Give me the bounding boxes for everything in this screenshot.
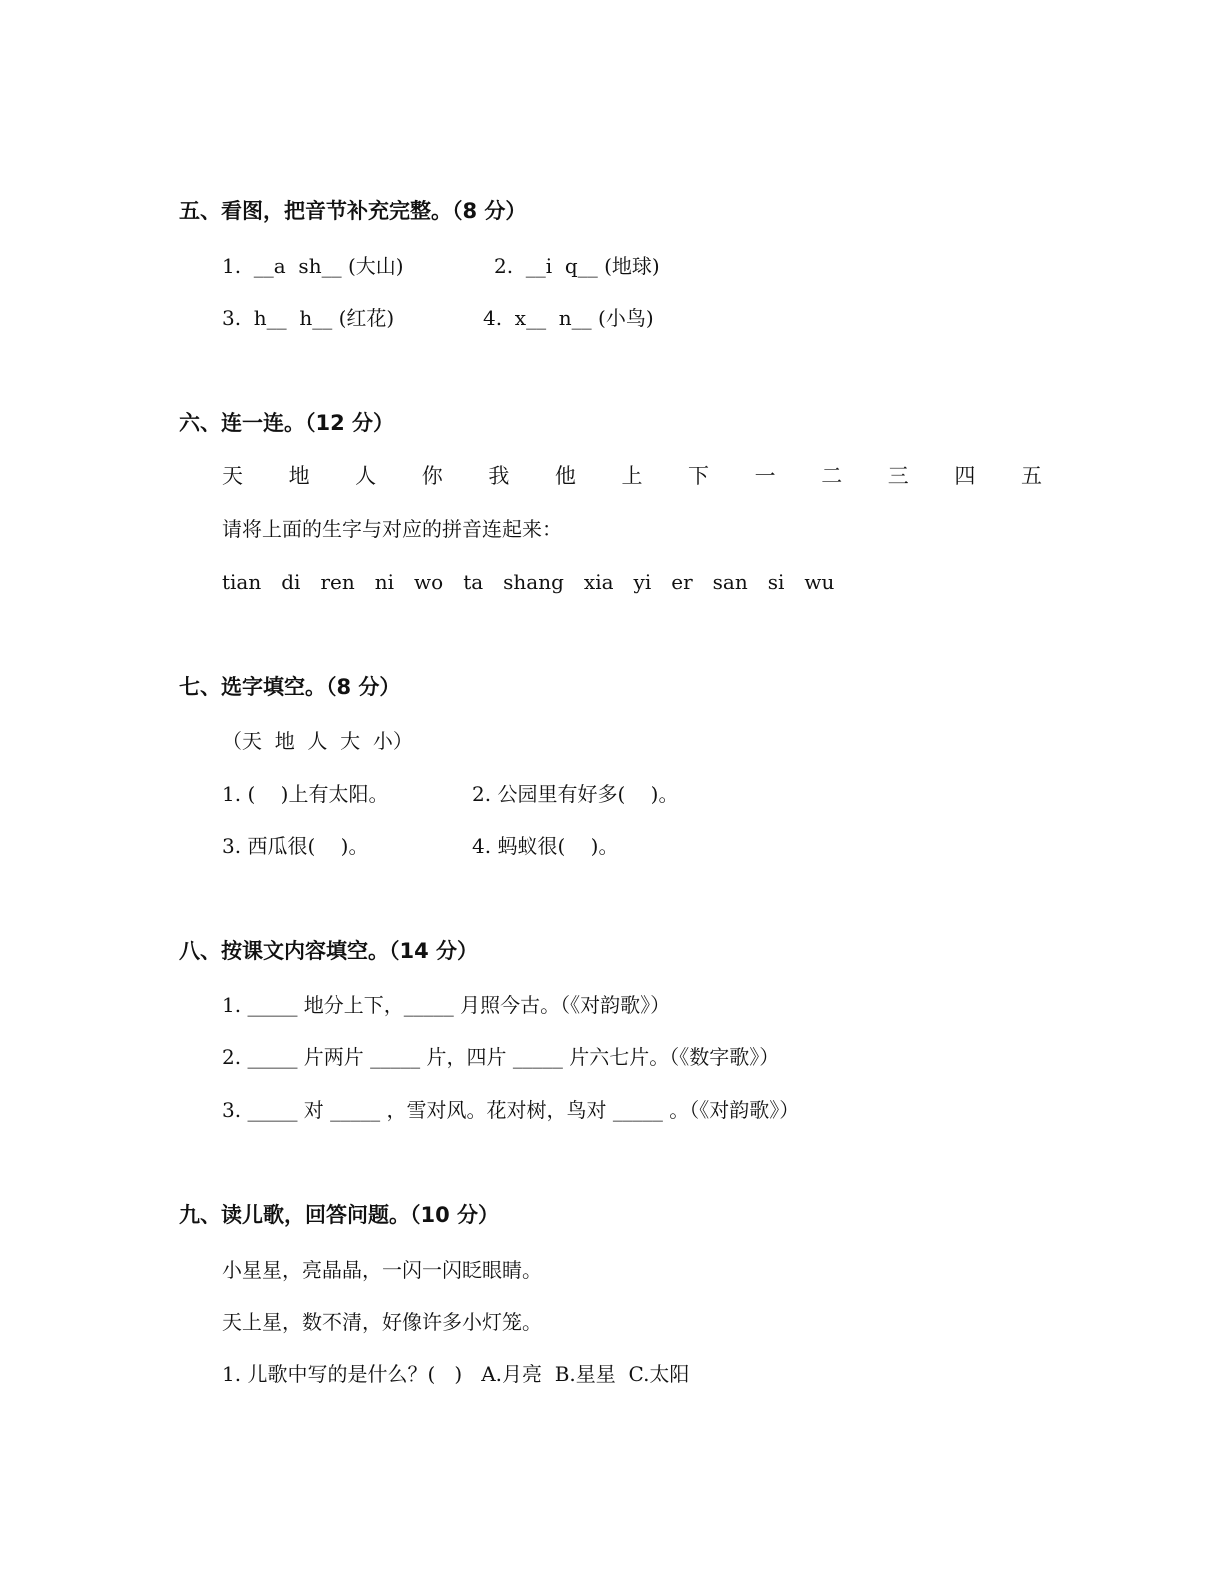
sec5-question-4: 4. x__ n__ (小鸟) bbox=[483, 306, 654, 330]
sec8-question-3: 3. _____ 对 _____ ，雪对风。花对树，鸟对 _____ 。（《对韵歌》） bbox=[222, 1098, 800, 1122]
section-5-heading: 五、看图，把音节补充完整。（8 分） bbox=[179, 199, 527, 223]
pinyin-item: ren bbox=[320, 570, 355, 594]
char-item: 下 bbox=[688, 464, 710, 488]
section-8-heading: 八、按课文内容填空。（14 分） bbox=[179, 939, 479, 963]
sec6-instruction: 请将上面的生字与对应的拼音连起来： bbox=[222, 517, 562, 541]
sec8-question-2: 2. _____ 片两片 _____ 片，四片 _____ 片六七片。（《数字歌》） bbox=[222, 1045, 780, 1069]
pinyin-item: yi bbox=[633, 570, 652, 594]
char-item: 上 bbox=[621, 464, 643, 488]
pinyin-item: wu bbox=[804, 570, 835, 594]
rhyme-line-1: 小星星，亮晶晶，一闪一闪眨眼睛。 bbox=[222, 1258, 542, 1282]
pinyin-item: san bbox=[712, 570, 748, 594]
sec8-question-1: 1. _____ 地分上下，_____ 月照今古。（《对韵歌》） bbox=[222, 993, 671, 1017]
sec9-question-1: 1. 儿歌中写的是什么？( ) A.月亮 B.星星 C.太阳 bbox=[222, 1362, 690, 1386]
char-item: 二 bbox=[821, 464, 843, 488]
sec7-question-1: 1. ( )上有太阳。 bbox=[222, 782, 389, 806]
char-item: 五 bbox=[1020, 464, 1042, 488]
pinyin-row bbox=[222, 568, 854, 596]
pinyin-item: wo bbox=[414, 570, 444, 594]
section-9-heading: 九、读儿歌，回答问题。（10 分） bbox=[179, 1203, 500, 1227]
section-7-heading: 七、选字填空。（8 分） bbox=[179, 675, 401, 699]
char-item: 我 bbox=[488, 464, 510, 488]
char-item: 天 bbox=[222, 464, 243, 488]
char-item: 地 bbox=[288, 464, 310, 488]
pinyin-item: si bbox=[767, 570, 785, 594]
sec5-question-2: 2. __i q__ (地球) bbox=[494, 254, 660, 278]
sec7-question-3: 3. 西瓜很( )。 bbox=[222, 834, 369, 858]
char-item: 一 bbox=[754, 464, 776, 488]
sec7-question-4: 4. 蚂蚁很( )。 bbox=[472, 834, 619, 858]
pinyin-item: shang bbox=[503, 570, 564, 594]
sec5-question-3: 3. h__ h__ (红花) bbox=[222, 306, 395, 330]
char-item: 你 bbox=[421, 464, 443, 488]
char-item: 他 bbox=[554, 464, 576, 488]
pinyin-item: di bbox=[281, 570, 301, 594]
section-6-heading: 六、连一连。（12 分） bbox=[179, 411, 395, 435]
pinyin-item: ni bbox=[374, 570, 395, 594]
pinyin-item: xia bbox=[583, 570, 614, 594]
pinyin-item: ta bbox=[463, 570, 484, 594]
char-item: 四 bbox=[954, 464, 976, 488]
char-item: 人 bbox=[355, 464, 377, 488]
rhyme-line-2: 天上星，数不清，好像许多小灯笼。 bbox=[222, 1310, 542, 1334]
sec7-options: （天 地 人 大 小） bbox=[222, 729, 413, 753]
char-item: 三 bbox=[887, 464, 909, 488]
sec5-question-1: 1. __a sh__ (大山) bbox=[222, 254, 404, 278]
pinyin-item: er bbox=[671, 570, 693, 594]
pinyin-item: tian bbox=[222, 570, 262, 594]
character-row bbox=[222, 462, 1042, 490]
sec7-question-2: 2. 公园里有好多( )。 bbox=[472, 782, 679, 806]
